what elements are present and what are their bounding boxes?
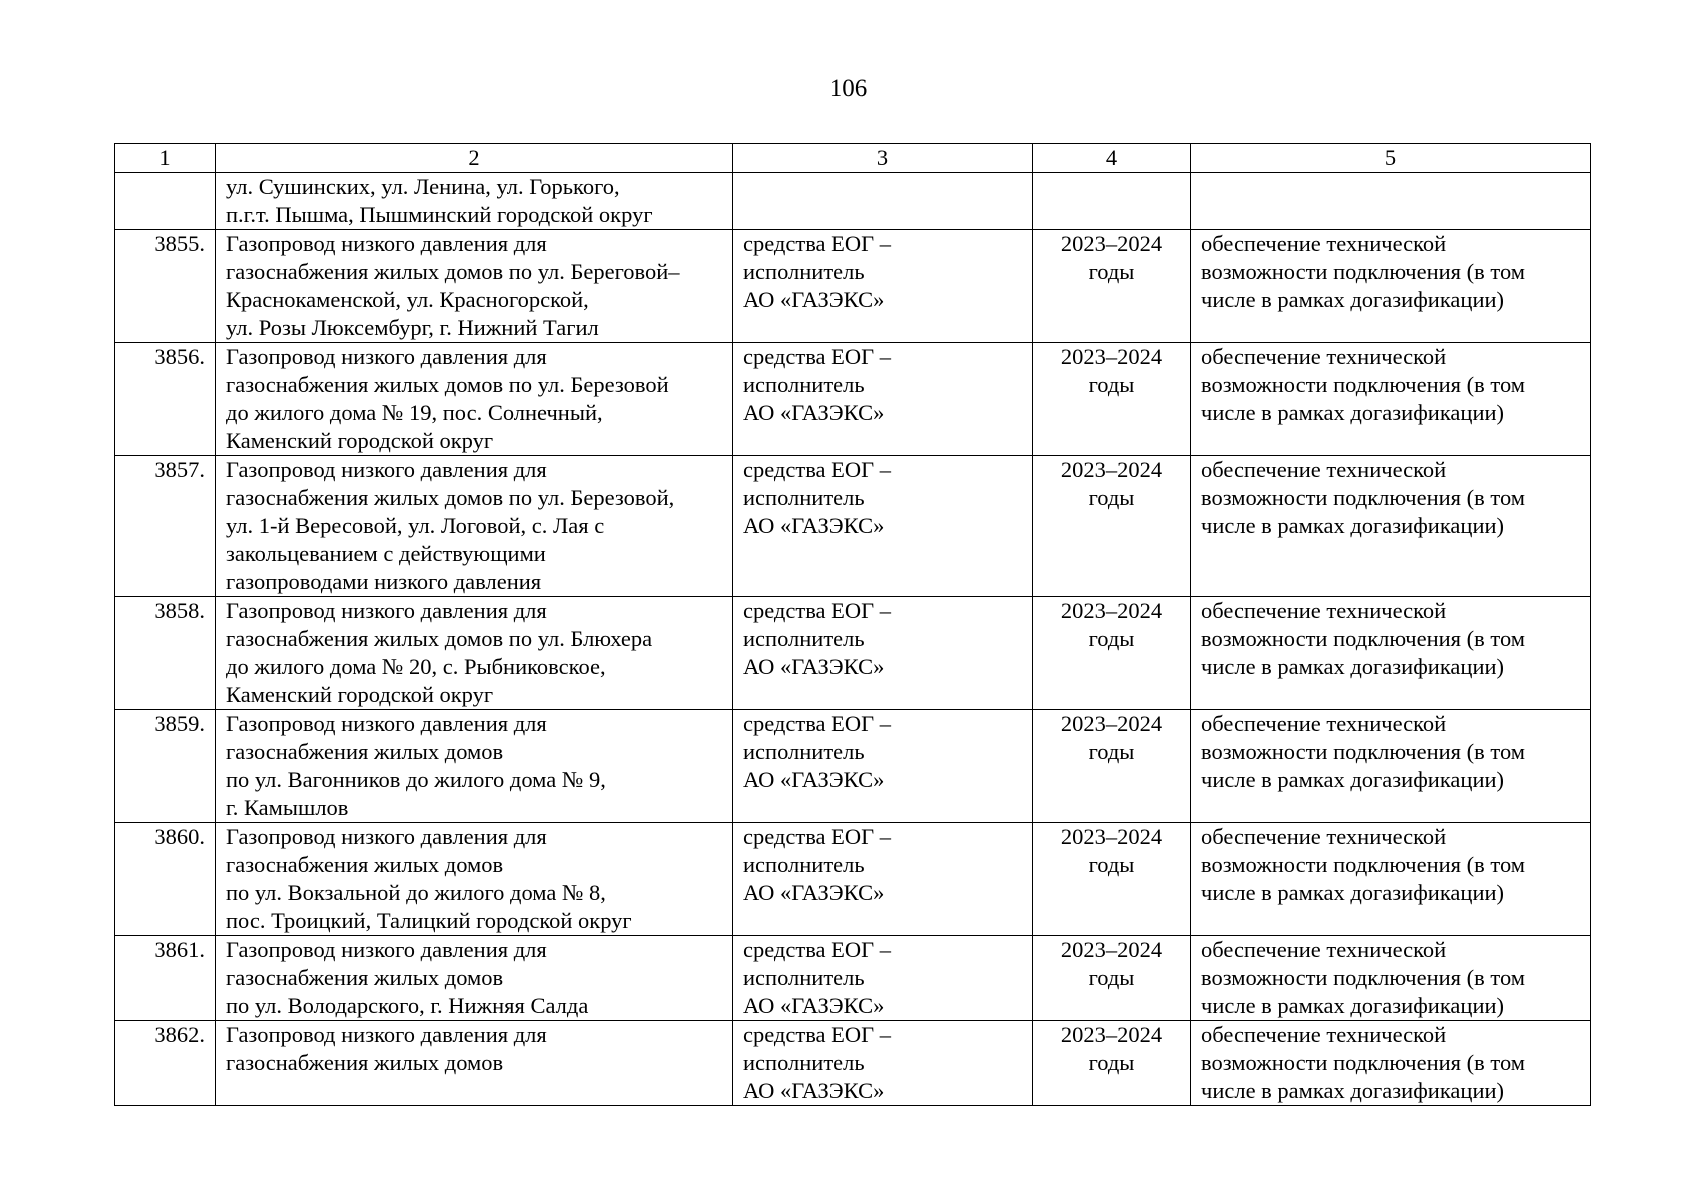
cell-text-line: газоснабжения жилых домов [226, 852, 504, 877]
object-name-cell [216, 936, 733, 1021]
cell-text-line: АО «ГАЗЭКС» [743, 654, 885, 679]
row-number-cell: 3861. [115, 936, 216, 1021]
cell-text-line: числе в рамках догазификации) [1201, 767, 1505, 792]
object-name-cell [216, 173, 733, 230]
cell-text-line: числе в рамках догазификации) [1201, 287, 1505, 312]
cell-text-line: АО «ГАЗЭКС» [743, 287, 885, 312]
cell-text-line: числе в рамках догазификации) [1201, 400, 1505, 425]
funding-source-cell [733, 936, 1033, 1021]
cell-text-line: ул. Розы Люксембург, г. Нижний Тагил [226, 315, 599, 340]
cell-text-line: средства ЕОГ – [743, 231, 892, 256]
cell-text-line: обеспечение технической [1201, 824, 1447, 849]
row-number-cell: 3857. [115, 456, 216, 597]
purpose-cell [1191, 1021, 1591, 1106]
cell-text-line: газоснабжения жилых домов [226, 1050, 504, 1075]
cell-text-line: числе в рамках догазификации) [1201, 880, 1505, 905]
column-header: 5 [1191, 144, 1591, 173]
implementation-period-cell [1033, 230, 1191, 343]
page-number: 106 [829, 75, 868, 102]
cell-text-line: 2023–2024 [1060, 937, 1163, 962]
purpose-cell [1191, 936, 1591, 1021]
cell-text-line: Газопровод низкого давления для [226, 344, 547, 369]
cell-text-line: обеспечение технической [1201, 457, 1447, 482]
cell-text-line: Газопровод низкого давления для [226, 231, 547, 256]
implementation-period-cell [1033, 597, 1191, 710]
cell-text-line: обеспечение технической [1201, 1022, 1447, 1047]
cell-text-line: годы [1088, 372, 1135, 397]
cell-text-line: Газопровод низкого давления для [226, 711, 547, 736]
cell-text-line: исполнитель [743, 485, 865, 510]
cell-text-line: исполнитель [743, 1050, 865, 1075]
cell-text-line: по ул. Вагонников до жилого дома № 9, [226, 767, 606, 792]
cell-text-line: 2023–2024 [1060, 1022, 1163, 1047]
cell-text-line: пос. Троицкий, Талицкий городской округ [226, 908, 632, 933]
implementation-period-cell [1033, 1021, 1191, 1106]
cell-text-line: газоснабжения жилых домов по ул. Березовой [226, 372, 669, 397]
column-header: 3 [733, 144, 1033, 173]
cell-text-line: Каменский городской округ [226, 682, 494, 707]
funding-source-cell [733, 173, 1033, 230]
object-name-cell [216, 823, 733, 936]
purpose-cell [1191, 173, 1591, 230]
object-name-cell [216, 456, 733, 597]
cell-text-line: исполнитель [743, 259, 865, 284]
cell-text-line: средства ЕОГ – [743, 457, 892, 482]
implementation-period-cell [1033, 343, 1191, 456]
cell-text-line: обеспечение технической [1201, 711, 1447, 736]
cell-text-line: до жилого дома № 19, пос. Солнечный, [226, 400, 603, 425]
cell-text-line: числе в рамках догазификации) [1201, 654, 1505, 679]
cell-text-line: п.г.т. Пышма, Пышминский городской округ [226, 202, 653, 227]
cell-text-line: числе в рамках догазификации) [1201, 1078, 1505, 1103]
cell-text-line: числе в рамках догазификации) [1201, 993, 1505, 1018]
cell-text-line: годы [1088, 485, 1135, 510]
column-header: 1 [115, 144, 216, 173]
cell-text-line: возможности подключения (в том [1201, 626, 1525, 651]
column-header: 2 [216, 144, 733, 173]
cell-text-line: АО «ГАЗЭКС» [743, 513, 885, 538]
cell-text-line: средства ЕОГ – [743, 598, 892, 623]
table-row [115, 230, 1591, 343]
cell-text-line: 2023–2024 [1060, 824, 1163, 849]
cell-text-line: исполнитель [743, 965, 865, 990]
cell-text-line: исполнитель [743, 626, 865, 651]
implementation-period-cell [1033, 456, 1191, 597]
table-row [115, 1021, 1591, 1106]
purpose-cell [1191, 230, 1591, 343]
cell-text-line: Краснокаменской, ул. Красногорской, [226, 287, 589, 312]
funding-source-cell [733, 456, 1033, 597]
row-number-cell: 3856. [115, 343, 216, 456]
cell-text-line: обеспечение технической [1201, 231, 1447, 256]
cell-text-line: АО «ГАЗЭКС» [743, 993, 885, 1018]
cell-text-line: АО «ГАЗЭКС» [743, 880, 885, 905]
cell-text-line: 2023–2024 [1060, 598, 1163, 623]
cell-text-line: г. Камышлов [226, 795, 349, 820]
cell-text-line: Газопровод низкого давления для [226, 824, 547, 849]
document-table [114, 143, 1591, 1106]
table-header-row [115, 144, 1591, 173]
row-number-cell: 3862. [115, 1021, 216, 1106]
table-row [115, 823, 1591, 936]
cell-text-line: возможности подключения (в том [1201, 259, 1525, 284]
table-row [115, 710, 1591, 823]
table-row [115, 343, 1591, 456]
funding-source-cell [733, 230, 1033, 343]
implementation-period-cell [1033, 710, 1191, 823]
cell-text-line: ул. 1-й Вересовой, ул. Логовой, с. Лая с [226, 513, 605, 538]
funding-source-cell [733, 710, 1033, 823]
cell-text-line: годы [1088, 739, 1135, 764]
row-number-cell: 3860. [115, 823, 216, 936]
cell-text-line: Газопровод низкого давления для [226, 937, 547, 962]
purpose-cell [1191, 823, 1591, 936]
cell-text-line: средства ЕОГ – [743, 344, 892, 369]
row-number-cell: 3855. [115, 230, 216, 343]
cell-text-line: годы [1088, 626, 1135, 651]
purpose-cell [1191, 710, 1591, 823]
cell-text-line: исполнитель [743, 372, 865, 397]
cell-text-line: закольцеванием с действующими [226, 541, 546, 566]
table-row [115, 173, 1591, 230]
object-name-cell [216, 1021, 733, 1106]
cell-text-line: возможности подключения (в том [1201, 1050, 1525, 1075]
cell-text-line: газоснабжения жилых домов по ул. Березовой, [226, 485, 675, 510]
cell-text-line: возможности подключения (в том [1201, 965, 1525, 990]
cell-text-line: обеспечение технической [1201, 598, 1447, 623]
cell-text-line: возможности подключения (в том [1201, 739, 1525, 764]
purpose-cell [1191, 343, 1591, 456]
cell-text-line: Каменский городской округ [226, 428, 494, 453]
table-row [115, 456, 1591, 597]
funding-source-cell [733, 597, 1033, 710]
cell-text-line: возможности подключения (в том [1201, 372, 1525, 397]
cell-text-line: обеспечение технической [1201, 344, 1447, 369]
table-body [115, 173, 1591, 1106]
implementation-period-cell [1033, 936, 1191, 1021]
cell-text-line: средства ЕОГ – [743, 824, 892, 849]
object-name-cell [216, 710, 733, 823]
cell-text-line: годы [1088, 852, 1135, 877]
cell-text-line: Газопровод низкого давления для [226, 1022, 547, 1047]
cell-text-line: до жилого дома № 20, с. Рыбниковское, [226, 654, 606, 679]
object-name-cell [216, 343, 733, 456]
cell-text-line: газопроводами низкого давления [226, 569, 542, 594]
cell-text-line: годы [1088, 259, 1135, 284]
cell-text-line: возможности подключения (в том [1201, 485, 1525, 510]
cell-text-line: газоснабжения жилых домов [226, 965, 504, 990]
cell-text-line: исполнитель [743, 739, 865, 764]
cell-text-line: годы [1088, 1050, 1135, 1075]
cell-text-line: исполнитель [743, 852, 865, 877]
table-row [115, 597, 1591, 710]
cell-text-line: возможности подключения (в том [1201, 852, 1525, 877]
row-number-cell: 3859. [115, 710, 216, 823]
cell-text-line: средства ЕОГ – [743, 1022, 892, 1047]
cell-text-line: годы [1088, 965, 1135, 990]
cell-text-line: газоснабжения жилых домов по ул. Береговой– [226, 259, 680, 284]
table-row [115, 936, 1591, 1021]
cell-text-line: 2023–2024 [1060, 457, 1163, 482]
row-number-cell [115, 173, 216, 230]
cell-text-line: Газопровод низкого давления для [226, 457, 547, 482]
cell-text-line: газоснабжения жилых домов по ул. Блюхера [226, 626, 653, 651]
cell-text-line: 2023–2024 [1060, 711, 1163, 736]
column-header: 4 [1033, 144, 1191, 173]
cell-text-line: 2023–2024 [1060, 344, 1163, 369]
cell-text-line: средства ЕОГ – [743, 711, 892, 736]
cell-text-line: 2023–2024 [1060, 231, 1163, 256]
cell-text-line: газоснабжения жилых домов [226, 739, 504, 764]
cell-text-line: обеспечение технической [1201, 937, 1447, 962]
implementation-period-cell [1033, 173, 1191, 230]
object-name-cell [216, 597, 733, 710]
row-number-cell: 3858. [115, 597, 216, 710]
implementation-period-cell [1033, 823, 1191, 936]
cell-text-line: АО «ГАЗЭКС» [743, 767, 885, 792]
object-name-cell [216, 230, 733, 343]
purpose-cell [1191, 597, 1591, 710]
cell-text-line: по ул. Володарского, г. Нижняя Салда [226, 993, 589, 1018]
purpose-cell [1191, 456, 1591, 597]
cell-text-line: Газопровод низкого давления для [226, 598, 547, 623]
funding-source-cell [733, 1021, 1033, 1106]
cell-text-line: АО «ГАЗЭКС» [743, 1078, 885, 1103]
cell-text-line: АО «ГАЗЭКС» [743, 400, 885, 425]
funding-source-cell [733, 823, 1033, 936]
cell-text-line: числе в рамках догазификации) [1201, 513, 1505, 538]
cell-text-line: средства ЕОГ – [743, 937, 892, 962]
funding-source-cell [733, 343, 1033, 456]
cell-text-line: ул. Сушинских, ул. Ленина, ул. Горького, [226, 174, 620, 199]
cell-text-line: по ул. Вокзальной до жилого дома № 8, [226, 880, 606, 905]
